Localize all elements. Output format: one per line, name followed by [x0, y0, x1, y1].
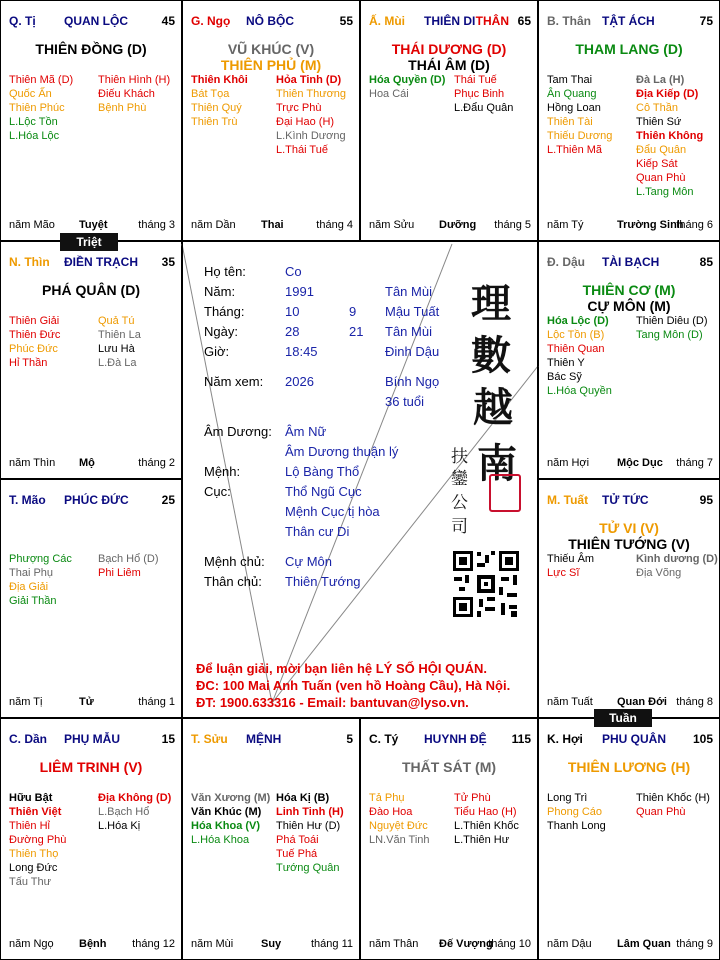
- minor-star: Hóa Kị (B): [276, 792, 330, 804]
- minor-star: Kình dương (D): [636, 553, 718, 565]
- than-marker: THÂN: [475, 14, 509, 28]
- palace-year: năm Ngọ: [9, 938, 54, 950]
- minor-star: Quan Phù: [636, 806, 686, 818]
- minor-star: Đẩu Quân: [636, 144, 687, 156]
- minor-star: Địa Võng: [636, 567, 682, 579]
- minor-star: Phá Toái: [276, 834, 319, 846]
- minor-star: L.Thiên Hư: [454, 834, 510, 846]
- red-seal-stamp: [489, 474, 521, 512]
- menh-label: Mệnh:: [204, 464, 241, 479]
- palace-year: năm Mão: [9, 219, 55, 231]
- palace-month: tháng 2: [138, 457, 175, 469]
- minor-star: Hồng Loan: [547, 102, 601, 114]
- palace-year: năm Sửu: [369, 219, 415, 231]
- main-star: VŨ KHÚC (V): [227, 41, 315, 57]
- palace-name: HUYNH ĐỆ: [424, 732, 487, 746]
- main-star: LIÊM TRINH (V): [39, 759, 143, 775]
- minor-star: L.Đà La: [98, 357, 137, 369]
- minor-star: Tuế Phá: [276, 848, 318, 860]
- am-duong-value: Âm Nữ: [285, 424, 327, 439]
- minor-star: Thiên Mã (D): [9, 74, 74, 86]
- contact-line-2: ĐC: 100 Mai Anh Tuấn (ven hồ Hoàng Cầu), Hà Nội.: [196, 678, 511, 693]
- minor-star: Địa Kiếp (D): [636, 88, 699, 100]
- palace-month: tháng 8: [676, 696, 713, 708]
- palace-month: tháng 4: [316, 219, 353, 231]
- palace-number: 35: [161, 255, 175, 269]
- palace-month: tháng 9: [676, 938, 713, 950]
- center-info-panel: [182, 241, 538, 718]
- tuoi-value: 36 tuổi: [385, 394, 425, 409]
- minor-star: Quả Tú: [98, 315, 135, 327]
- minor-star: L.Hóa Quyền: [547, 385, 612, 397]
- life-stage: Bệnh: [79, 938, 107, 950]
- minor-star: L.Hóa Kị: [98, 820, 141, 832]
- menh-chu-value: Cự Môn: [285, 554, 332, 569]
- palace-branch: G. Ngọ: [191, 14, 231, 28]
- minor-star: Đào Hoa: [369, 806, 413, 818]
- palace-year: năm Tuất: [547, 696, 593, 708]
- ngay-can-chi: Tân Mùi: [385, 324, 432, 339]
- minor-star: Hóa Quyền (D): [369, 74, 446, 86]
- minor-star: Tả Phụ: [369, 792, 405, 804]
- minor-star: Bệnh Phù: [98, 102, 147, 114]
- minor-star: Hóa Khoa (V): [191, 820, 261, 832]
- minor-star: Hỉ Thần: [9, 357, 48, 369]
- palace-number: 75: [699, 14, 713, 28]
- minor-star: Thiên Hình (H): [98, 74, 171, 86]
- minor-star: Thiên Đức: [9, 329, 61, 341]
- minor-star: Tam Thai: [547, 74, 593, 86]
- callig-char-2: 數: [471, 332, 511, 379]
- palace-name: TÀI BẠCH: [602, 255, 660, 269]
- minor-star: Nguyệt Đức: [369, 820, 428, 832]
- thang-value: 10: [285, 304, 300, 319]
- palace-year: năm Thìn: [9, 457, 56, 469]
- minor-star: Bạch Hổ (D): [98, 553, 159, 565]
- palace-number: 105: [692, 732, 713, 746]
- nam-can-chi: Tân Mùi: [385, 284, 432, 299]
- minor-star: Long Trì: [547, 792, 588, 804]
- minor-star: Phục Binh: [454, 88, 505, 100]
- palace-branch: C. Tý: [369, 732, 399, 746]
- minor-star: Hoa Cái: [369, 88, 409, 100]
- seal-char-2: 鑾: [451, 469, 468, 489]
- palace-branch: N. Thìn: [9, 255, 50, 269]
- life-stage: Suy: [261, 938, 282, 950]
- minor-star: Đường Phù: [9, 834, 67, 846]
- minor-star: Thiên Thọ: [9, 848, 59, 860]
- qr-code-icon: [451, 549, 521, 619]
- triet-tag: Triệt: [60, 233, 118, 251]
- minor-star: Bác Sỹ: [547, 371, 582, 383]
- minor-star: Phúc Đức: [9, 343, 58, 355]
- life-stage: Mộc Dục: [617, 457, 663, 469]
- minor-star: Địa Giải: [9, 581, 49, 593]
- minor-star: Thiên Phúc: [9, 102, 65, 114]
- main-star: THIÊN TƯỚNG (V): [568, 536, 690, 552]
- minor-star: Thiên Hư (D): [276, 820, 341, 832]
- minor-star: L.Hóa Khoa: [191, 834, 250, 846]
- ho-ten-label: Họ tên:: [204, 264, 246, 279]
- palace-branch: M. Tuất: [547, 493, 589, 507]
- palace-month: tháng 5: [494, 219, 531, 231]
- than-chu-label: Thân chủ:: [204, 574, 262, 589]
- minor-star: Đại Hao (H): [276, 116, 335, 128]
- minor-star: Tấu Thư: [9, 876, 52, 888]
- cuc-note-2: Thân cư Di: [285, 524, 350, 539]
- minor-star: Thai Phụ: [9, 567, 54, 579]
- palace-month: tháng 1: [138, 696, 175, 708]
- palace-number: 15: [161, 732, 175, 746]
- minor-star: Phi Liêm: [98, 567, 141, 579]
- minor-star: Giải Thần: [9, 595, 57, 607]
- minor-star: Văn Khúc (M): [191, 806, 262, 818]
- palace-name: PHU QUÂN: [602, 732, 667, 746]
- main-star: THIÊN LƯƠNG (H): [567, 759, 691, 775]
- contact-line-3: ĐT: 1900.633316 - Email: bantuvan@lyso.vn.: [196, 695, 469, 710]
- palace-number: 25: [161, 493, 175, 507]
- minor-star: Thiên Trù: [191, 116, 238, 128]
- palace-name: NÔ BỘC: [246, 14, 294, 28]
- seal-char-3: 公: [451, 493, 468, 513]
- minor-star: L.Đẩu Quân: [454, 102, 514, 114]
- life-stage: Dưỡng: [439, 219, 477, 231]
- minor-star: Phượng Các: [9, 553, 72, 565]
- am-duong-note: Âm Dương thuận lý: [285, 444, 399, 459]
- life-stage: Lâm Quan: [617, 938, 671, 950]
- minor-star: L.Thiên Mã: [547, 144, 603, 156]
- minor-star: L.Thiên Khốc: [454, 820, 519, 832]
- palace-branch: Q. Tị: [9, 14, 36, 28]
- minor-star: Tiểu Hao (H): [454, 806, 517, 818]
- minor-star: Điếu Khách: [98, 88, 155, 100]
- minor-star: Lưu Hà: [98, 343, 135, 355]
- palace-year: năm Thân: [369, 938, 419, 950]
- nam-xem-value: 2026: [285, 374, 314, 389]
- palace-month: tháng 6: [676, 219, 713, 231]
- seal-char-4: 司: [451, 517, 468, 537]
- palace-month: tháng 12: [132, 938, 175, 950]
- am-duong-label: Âm Dương:: [204, 424, 272, 439]
- life-stage: Mộ: [79, 457, 95, 469]
- minor-star: Thiên Khôi: [191, 74, 248, 86]
- callig-char-3: 越: [473, 384, 513, 431]
- minor-star: Hỏa Tinh (D): [276, 74, 342, 86]
- life-stage: Tử: [79, 696, 94, 708]
- gio-can-chi: Đinh Dậu: [385, 344, 440, 359]
- callig-char-4: 南: [477, 440, 517, 487]
- minor-star: Ân Quang: [547, 88, 597, 100]
- life-stage: Đế Vượng: [439, 938, 493, 950]
- palace-branch: T. Mão: [9, 493, 46, 507]
- minor-star: Thiên Không: [636, 130, 704, 142]
- callig-char-1: 理: [471, 280, 511, 327]
- minor-star: Thiên Tài: [547, 116, 593, 128]
- minor-star: Bát Tọa: [191, 88, 230, 100]
- palace-number: 85: [699, 255, 713, 269]
- palace-month: tháng 3: [138, 219, 175, 231]
- contact-line-1: Để luận giải, mời bạn liên hệ LÝ SỐ HỘI QUÁN.: [196, 661, 487, 676]
- minor-star: Thiên Giải: [9, 315, 60, 327]
- minor-star: Thiên Việt: [9, 806, 62, 818]
- palace-month: tháng 10: [488, 938, 531, 950]
- palace-branch: C. Dần: [9, 732, 48, 746]
- minor-star: L.Lộc Tồn: [9, 116, 58, 128]
- palace-name: QUAN LỘC: [64, 14, 128, 28]
- life-stage: Trường Sinh: [617, 219, 684, 231]
- cuc-value: Thổ Ngũ Cục: [285, 484, 362, 499]
- minor-star: Thiên Khốc (H): [636, 792, 710, 804]
- minor-star: L.Kình Dương: [276, 130, 346, 142]
- main-star: THIÊN CƠ (M): [582, 282, 676, 298]
- menh-value: Lộ Bàng Thổ: [285, 464, 360, 479]
- minor-star: Tướng Quân: [276, 862, 340, 874]
- palace-name: THIÊN DI: [424, 14, 476, 28]
- minor-star: Phong Cáo: [547, 806, 603, 818]
- palace-year: năm Hợi: [547, 457, 590, 469]
- main-star: THẤT SÁT (M): [401, 759, 497, 775]
- life-stage: Quan Đới: [617, 696, 667, 708]
- minor-star: Thiên Quan: [547, 343, 605, 355]
- minor-star: Lộc Tồn (B): [547, 329, 605, 341]
- minor-star: L.Hóa Lộc: [9, 130, 60, 142]
- palace-year: năm Tị: [9, 696, 43, 708]
- palace-branch: B. Thân: [547, 14, 591, 28]
- minor-star: Trực Phù: [276, 102, 322, 114]
- palace-name: PHÚC ĐỨC: [64, 493, 129, 507]
- minor-star: Long Đức: [9, 862, 58, 874]
- palace-name: MỆNH: [246, 732, 282, 746]
- ngay-value: 28: [285, 324, 300, 339]
- minor-star: Lực Sĩ: [547, 567, 580, 579]
- palace-year: năm Dậu: [547, 938, 592, 950]
- minor-star: Đà La (H): [636, 74, 685, 86]
- minor-star: Cô Thần: [636, 102, 678, 114]
- palace-name: ĐIỀN TRẠCH: [64, 255, 138, 269]
- nam-label: Năm:: [204, 284, 236, 299]
- tuan-tag: Tuần: [594, 709, 652, 727]
- palace-number: 5: [346, 732, 353, 746]
- palace-name: TỬ TỨC: [602, 493, 649, 507]
- palace-year: năm Dần: [191, 219, 236, 231]
- nam-value: 1991: [285, 284, 314, 299]
- cuc-label: Cục:: [204, 484, 231, 499]
- thang-am-value: 9: [349, 304, 357, 319]
- main-star: THIÊN ĐỒNG (D): [35, 41, 147, 57]
- minor-star: Hóa Lộc (D): [547, 315, 609, 327]
- minor-star: Thái Tuế: [454, 74, 497, 86]
- minor-star: Thiên Hỉ: [9, 820, 50, 832]
- minor-star: Thiếu Dương: [547, 130, 613, 142]
- minor-star: Thiên Y: [547, 357, 585, 369]
- minor-star: Thiên Sứ: [636, 116, 682, 128]
- ngay-am-value: 21: [349, 324, 364, 339]
- minor-star: Kiếp Sát: [636, 158, 678, 170]
- palace-number: 115: [511, 732, 531, 746]
- minor-star: Hữu Bật: [9, 792, 53, 804]
- palace-number: 95: [699, 493, 713, 507]
- gio-label: Giờ:: [204, 344, 230, 359]
- palace-month: tháng 11: [310, 938, 353, 950]
- minor-star: LN.Văn Tinh: [369, 834, 430, 846]
- palace-year: năm Mùi: [191, 938, 234, 950]
- minor-star: L.Thái Tuế: [276, 144, 328, 156]
- nam-xem-can-chi: Bính Ngọ: [385, 374, 440, 389]
- minor-star: Tang Môn (D): [636, 329, 703, 341]
- ngay-label: Ngày:: [204, 324, 238, 339]
- palace-year: năm Tý: [547, 219, 584, 231]
- minor-star: Quan Phù: [636, 172, 686, 184]
- palace-number: 55: [339, 14, 353, 28]
- main-star: CỰ MÔN (M): [587, 298, 671, 314]
- than-chu-value: Thiên Tướng: [285, 574, 361, 589]
- main-star: THÁI ÂM (D): [408, 57, 490, 73]
- minor-star: Linh Tinh (H): [276, 806, 344, 818]
- palace-number: 45: [161, 14, 175, 28]
- main-star: TỬ VI (V): [599, 520, 659, 536]
- palace-name: TẬT ÁCH: [602, 14, 655, 28]
- cuc-note-1: Mệnh Cục tị hòa: [285, 504, 380, 519]
- palace-branch: T. Sửu: [191, 732, 228, 746]
- minor-star: Thanh Long: [547, 820, 606, 832]
- thang-label: Tháng:: [204, 304, 245, 319]
- palace-month: tháng 7: [676, 457, 713, 469]
- palace-branch: K. Hợi: [547, 732, 583, 746]
- palace-branch: Ấ. Mùi: [369, 14, 405, 28]
- seal-char-1: 扶: [451, 447, 468, 467]
- main-star: PHÁ QUÂN (D): [42, 282, 140, 298]
- life-stage: Tuyệt: [79, 219, 108, 231]
- ho-ten-value: Co: [285, 264, 302, 279]
- life-stage: Thai: [261, 219, 284, 231]
- nam-xem-label: Năm xem:: [204, 374, 264, 389]
- minor-star: Quốc Ấn: [9, 88, 52, 100]
- minor-star: L.Bạch Hổ: [98, 806, 150, 818]
- gio-value: 18:45: [285, 344, 318, 359]
- minor-star: Địa Không (D): [98, 792, 172, 804]
- minor-star: Văn Xương (M): [191, 792, 271, 804]
- main-star: THAM LANG (D): [575, 41, 683, 57]
- minor-star: Thiên La: [98, 329, 141, 341]
- palace-name: PHỤ MẪU: [64, 732, 120, 746]
- minor-star: Thiên Diêu (D): [636, 315, 708, 327]
- minor-star: Tử Phù: [454, 792, 491, 804]
- minor-star: Thiếu Âm: [547, 553, 595, 565]
- menh-chu-label: Mệnh chủ:: [204, 554, 265, 569]
- minor-star: L.Tang Môn: [636, 186, 694, 198]
- thang-can-chi: Mậu Tuất: [385, 304, 440, 319]
- palace-branch: Đ. Dậu: [547, 255, 586, 269]
- minor-star: Thiên Quý: [191, 102, 242, 114]
- main-star: THIÊN PHỦ (M): [220, 57, 322, 73]
- main-star: THÁI DƯƠNG (D): [391, 41, 507, 57]
- minor-star: Thiên Thương: [276, 88, 347, 100]
- palace-number: 65: [517, 14, 531, 28]
